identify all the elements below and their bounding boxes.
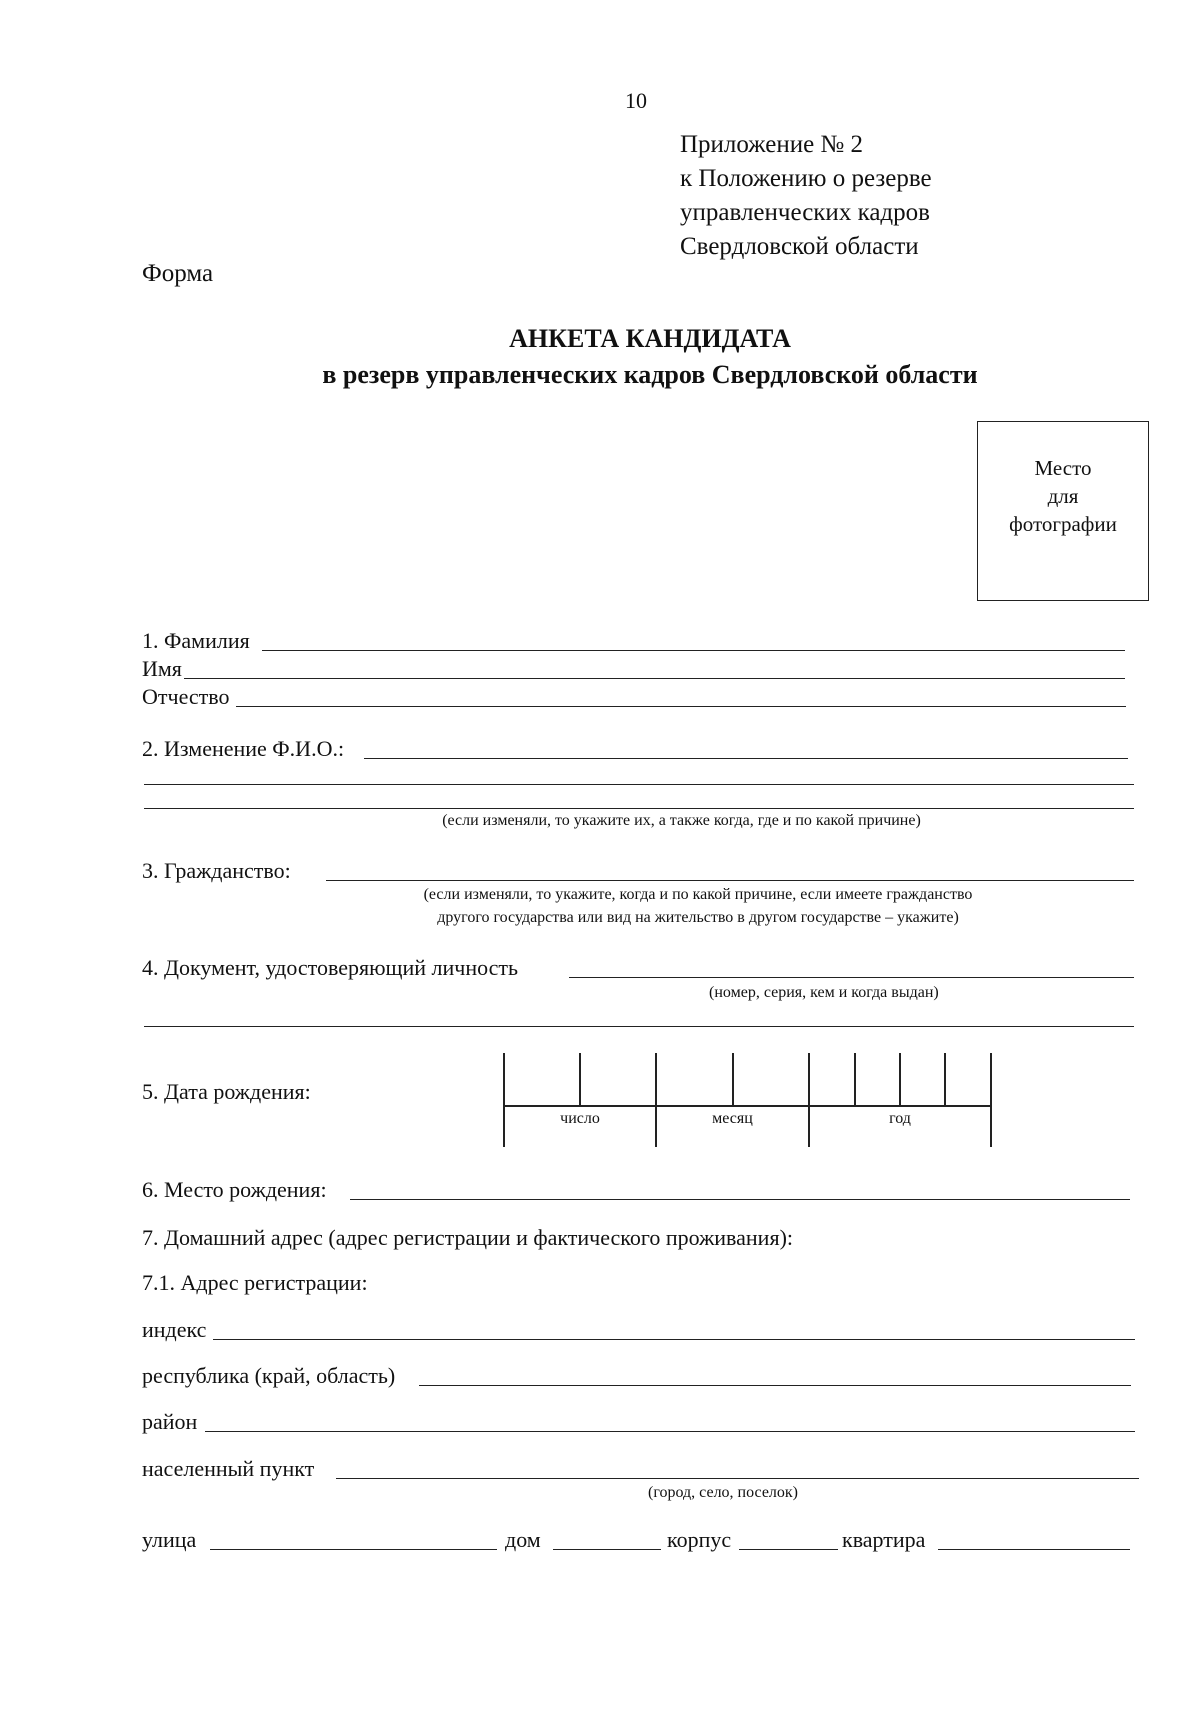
name-change-label: 2. Изменение Ф.И.О.: [142, 736, 345, 761]
photo-label-2: для [1047, 484, 1079, 508]
district-label: район [142, 1409, 198, 1434]
form-label: Форма [142, 260, 214, 287]
identity-doc-field[interactable] [569, 977, 1134, 978]
surname-label: 1. Фамилия [142, 628, 250, 653]
birth-day-label: число [560, 1110, 600, 1127]
appendix-line-2: к Положению о резерве [680, 165, 932, 192]
patronymic-label: Отчество [142, 684, 230, 709]
photo-placeholder[interactable] [977, 421, 1149, 601]
appendix-line-4: Свердловской области [680, 233, 919, 260]
region-field[interactable] [419, 1385, 1131, 1386]
street-label: улица [142, 1527, 197, 1552]
appendix-line-1: Приложение № 2 [680, 131, 864, 158]
locality-field[interactable] [336, 1478, 1139, 1479]
citizenship-field[interactable] [326, 880, 1134, 881]
house-field[interactable] [553, 1549, 661, 1550]
identity-doc-label: 4. Документ, удостоверяющий личность [142, 955, 519, 980]
locality-label: населенный пункт [142, 1456, 315, 1481]
title-line-2: в резерв управленческих кадров Свердловской области [322, 360, 978, 389]
appendix-line-3: управленческих кадров [680, 199, 930, 226]
building-field[interactable] [739, 1549, 838, 1550]
birth-place-label: 6. Место рождения: [142, 1177, 327, 1202]
postal-index-label: индекс [142, 1317, 207, 1342]
region-label: республика (край, область) [142, 1363, 396, 1388]
identity-doc-field-2[interactable] [144, 1026, 1134, 1027]
name-label: Имя [142, 656, 182, 681]
apartment-label: квартира [842, 1527, 926, 1552]
name-change-field[interactable] [364, 758, 1128, 759]
citizenship-label: 3. Гражданство: [142, 858, 291, 883]
photo-label-1: Место [1034, 456, 1092, 480]
name-change-hint: (если изменяли, то укажите их, а также когда, где и по какой причине) [442, 812, 921, 829]
house-label: дом [505, 1527, 541, 1552]
birth-year-label: год [889, 1110, 911, 1127]
registration-address-label: 7.1. Адрес регистрации: [142, 1270, 368, 1295]
citizenship-hint-1: (если изменяли, то укажите, когда и по какой причине, если имеете гражданство [423, 886, 973, 903]
name-change-field-3[interactable] [144, 808, 1134, 809]
page-number: 10 [625, 88, 647, 113]
photo-label-3: фотографии [1009, 512, 1117, 536]
home-address-label: 7. Домашний адрес (адрес регистрации и фактического проживания): [142, 1225, 794, 1250]
district-field[interactable] [205, 1431, 1135, 1432]
patronymic-field[interactable] [236, 706, 1126, 707]
building-label: корпус [667, 1527, 732, 1552]
locality-hint: (город, село, поселок) [648, 1484, 798, 1501]
birth-date-label: 5. Дата рождения: [142, 1079, 311, 1104]
birth-month-label: месяц [712, 1110, 753, 1127]
postal-index-field[interactable] [213, 1339, 1135, 1340]
apartment-field[interactable] [938, 1549, 1130, 1550]
surname-field[interactable] [262, 650, 1125, 651]
identity-doc-hint: (номер, серия, кем и когда выдан) [709, 984, 939, 1001]
birth-place-field[interactable] [350, 1199, 1130, 1200]
name-change-field-2[interactable] [144, 784, 1134, 785]
appendix-block [680, 128, 932, 264]
name-field[interactable] [184, 678, 1125, 679]
street-field[interactable] [210, 1549, 497, 1550]
citizenship-hint-2: другого государства или вид на жительство в другом государстве – укажите) [437, 909, 959, 926]
title-line-1: АНКЕТА КАНДИДАТА [509, 324, 791, 353]
